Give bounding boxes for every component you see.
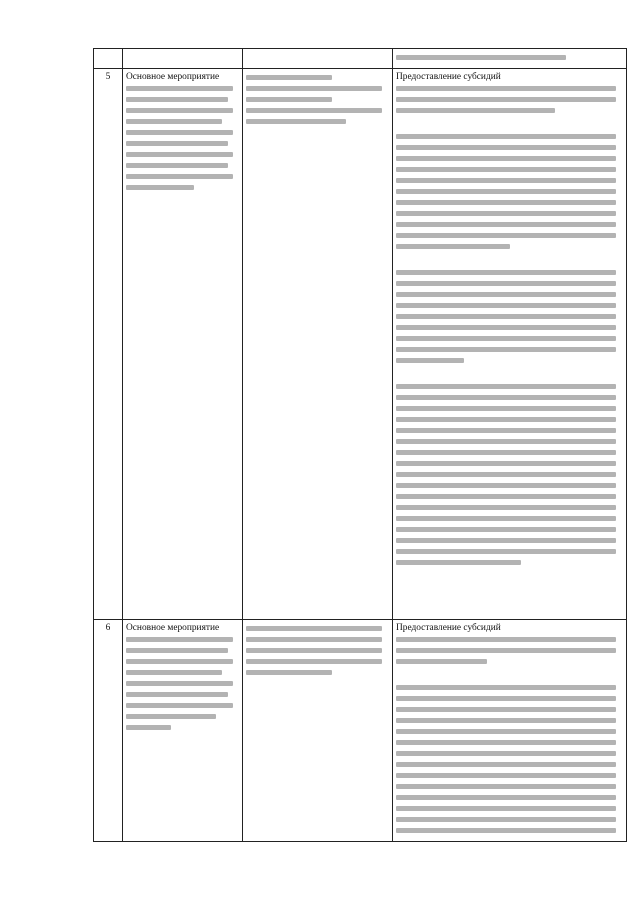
- measure-title: Основное мероприятие: [126, 623, 220, 633]
- unreadable-text-line: [246, 86, 382, 91]
- unreadable-text-line: [396, 303, 616, 308]
- unreadable-text-line: [396, 505, 616, 510]
- unreadable-text-line: [396, 817, 616, 822]
- unreadable-text-line: [396, 406, 616, 411]
- table-row-6: [94, 620, 627, 842]
- unreadable-text-line: [396, 648, 616, 653]
- task-start-text: Предоставление субсидий: [396, 623, 501, 633]
- unreadable-text-line: [246, 637, 382, 642]
- unreadable-text-line: [126, 141, 228, 146]
- unreadable-text-line: [126, 670, 222, 675]
- unreadable-text-line: [396, 222, 616, 227]
- unreadable-text-line: [126, 86, 233, 91]
- unreadable-text-line: [126, 152, 233, 157]
- unreadable-text-line: [396, 549, 616, 554]
- cell-tasks: [393, 69, 627, 620]
- cell-tasks: [393, 620, 627, 842]
- unreadable-text-line: [126, 703, 233, 708]
- unreadable-text-line: [396, 740, 616, 745]
- row-number: 5: [94, 69, 123, 620]
- unreadable-text-line: [246, 75, 332, 80]
- unreadable-text-line: [396, 200, 616, 205]
- cell-measure: [123, 49, 243, 69]
- unreadable-text-line: [396, 784, 616, 789]
- unreadable-text-line: [396, 685, 616, 690]
- unreadable-text-line: [396, 538, 616, 543]
- unreadable-text-line: [126, 130, 233, 135]
- unreadable-text-line: [126, 714, 216, 719]
- unreadable-text-line: [396, 156, 616, 161]
- unreadable-text-line: [396, 167, 616, 172]
- unreadable-text-line: [396, 729, 616, 734]
- unreadable-text-line: [396, 134, 616, 139]
- row-number: 6: [94, 620, 123, 842]
- cell-content: [243, 69, 393, 620]
- cell-content: [243, 49, 393, 69]
- unreadable-text-line: [126, 692, 228, 697]
- unreadable-text-line: [396, 384, 616, 389]
- unreadable-text-line: [126, 119, 222, 124]
- unreadable-text-line: [396, 417, 616, 422]
- measures-table: [93, 48, 627, 842]
- unreadable-text-line: [396, 472, 616, 477]
- unreadable-text-line: [396, 336, 616, 341]
- cell-measure: [123, 620, 243, 842]
- unreadable-text-line: [246, 626, 382, 631]
- unreadable-text-line: [396, 773, 616, 778]
- cell-measure: [123, 69, 243, 620]
- unreadable-text-line: [126, 637, 233, 642]
- unreadable-text-line: [396, 189, 616, 194]
- unreadable-text-line: [396, 494, 616, 499]
- unreadable-text-line: [396, 244, 510, 249]
- unreadable-text-line: [396, 795, 616, 800]
- measure-title: Основное мероприятие: [126, 72, 220, 82]
- task-start-text: Предоставление субсидий: [396, 72, 501, 82]
- unreadable-text-line: [396, 806, 616, 811]
- unreadable-text-line: [396, 395, 616, 400]
- unreadable-text-line: [246, 119, 346, 124]
- unreadable-text-line: [396, 659, 487, 664]
- unreadable-text-line: [396, 211, 616, 216]
- unreadable-text-line: [396, 97, 616, 102]
- unreadable-text-line: [396, 270, 616, 275]
- unreadable-text-line: [396, 178, 616, 183]
- unreadable-text-line: [396, 516, 616, 521]
- unreadable-text-line: [396, 461, 616, 466]
- unreadable-text-line: [396, 637, 616, 642]
- unreadable-text-line: [396, 560, 521, 565]
- unreadable-text-line: [396, 527, 616, 532]
- unreadable-text-line: [396, 707, 616, 712]
- unreadable-text-line: [246, 648, 382, 653]
- unreadable-text-line: [396, 314, 616, 319]
- unreadable-text-line: [396, 347, 616, 352]
- unreadable-text-line: [396, 292, 616, 297]
- unreadable-text-line: [126, 163, 228, 168]
- unreadable-text-line: [126, 185, 194, 190]
- unreadable-text-line: [126, 108, 233, 113]
- unreadable-text-line: [396, 428, 616, 433]
- unreadable-text-line: [396, 762, 616, 767]
- unreadable-text-line: [396, 450, 616, 455]
- unreadable-text-line: [396, 233, 616, 238]
- unreadable-text-line: [126, 97, 228, 102]
- table-row-continued: [94, 49, 627, 69]
- unreadable-text-line: [396, 281, 616, 286]
- unreadable-text-line: [396, 751, 616, 756]
- unreadable-text-line: [396, 86, 616, 91]
- unreadable-text-line: [126, 648, 228, 653]
- unreadable-text-line: [126, 659, 233, 664]
- unreadable-text-line: [396, 108, 555, 113]
- cell-num: [94, 49, 123, 69]
- unreadable-text-line: [396, 483, 616, 488]
- unreadable-text-line: [246, 97, 332, 102]
- unreadable-text-line: [396, 358, 464, 363]
- unreadable-text-line: [246, 108, 382, 113]
- unreadable-text-line: [396, 718, 616, 723]
- unreadable-text-line: [246, 659, 382, 664]
- unreadable-text-line: [246, 670, 332, 675]
- unreadable-text-line: [126, 725, 171, 730]
- unreadable-text-line: [396, 325, 616, 330]
- cell-tasks: [393, 49, 627, 69]
- unreadable-text-line: [396, 55, 566, 60]
- cell-content: [243, 620, 393, 842]
- unreadable-text-line: [126, 174, 233, 179]
- table-row-5: [94, 69, 627, 620]
- unreadable-text-line: [126, 681, 233, 686]
- unreadable-text-line: [396, 145, 616, 150]
- unreadable-text-line: [396, 696, 616, 701]
- unreadable-text-line: [396, 439, 616, 444]
- unreadable-text-line: [396, 828, 616, 833]
